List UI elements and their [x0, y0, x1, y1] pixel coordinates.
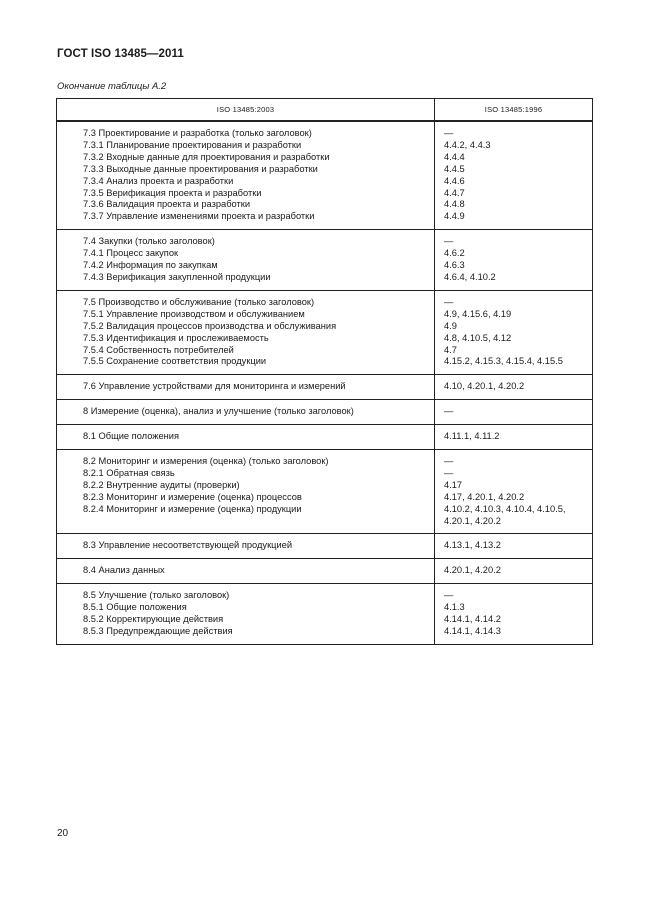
reference-line: 4.4.5 [444, 163, 465, 174]
clause-line: 7.3.2 Входные данные для проектирования и разработки [83, 151, 330, 162]
reference-line: 4.13.1, 4.13.2 [444, 540, 501, 551]
column-header-iso-2003: ISO 13485:2003 [57, 99, 435, 122]
clause-line: 7.6 Управление устройствами для мониторинга и измерений [83, 381, 346, 392]
reference-line: 4.6.2 [444, 248, 465, 259]
table-row [57, 230, 593, 291]
reference-cell [435, 450, 593, 534]
reference-cell [435, 534, 593, 559]
clause-line: 7.3.4 Анализ проекта и разработки [83, 175, 234, 186]
reference-line: — [444, 456, 454, 467]
table-row [57, 559, 593, 584]
clause-line: 7.4.1 Процесс закупок [83, 248, 179, 259]
reference-line: 4.10, 4.20.1, 4.20.2 [444, 381, 525, 392]
clause-line: 7.5 Производство и обслуживание (только заголовок) [83, 296, 315, 307]
reference-line: 4.1.3 [444, 602, 465, 613]
reference-line: 4.20.1, 4.20.2 [444, 515, 501, 526]
clause-line: 8.2.4 Мониторинг и измерение (оценка) продукции [83, 503, 302, 514]
clause-line: 8.5.2 Корректирующие действия [83, 614, 224, 625]
clause-line: 8.2.3 Мониторинг и измерение (оценка) процессов [83, 491, 302, 502]
reference-line: — [444, 296, 454, 307]
correspondence-table [56, 98, 593, 645]
clause-line: 7.3.1 Планирование проектирования и разработки [83, 139, 302, 150]
reference-line: 4.4.7 [444, 187, 465, 198]
clause-line: 8.2.2 Внутренние аудиты (проверки) [83, 479, 240, 490]
reference-line: 4.9 [444, 320, 457, 331]
reference-cell [435, 400, 593, 425]
clause-cell [57, 375, 435, 400]
clause-cell [57, 290, 435, 374]
clause-line: 8.2 Мониторинг и измерения (оценка) (только заголовок) [83, 456, 329, 467]
clause-line: 7.3.7 Управление изменениями проекта и разработки [83, 211, 315, 222]
reference-line: 4.4.9 [444, 211, 465, 222]
reference-cell [435, 584, 593, 645]
reference-line: 4.20.1, 4.20.2 [444, 565, 501, 576]
clause-cell [57, 230, 435, 291]
table-row [57, 450, 593, 534]
page-number: 20 [57, 828, 69, 839]
clause-line: 7.5.5 Сохранение соответствия продукции [83, 356, 267, 367]
clause-line: 8.1 Общие положения [83, 431, 180, 442]
reference-line: 4.4.2, 4.4.3 [444, 139, 491, 150]
column-header-iso-1996: ISO 13485:1996 [435, 99, 593, 122]
clause-line: 8 Измерение (оценка), анализ и улучшение (только заголовок) [83, 406, 354, 417]
clause-line: 7.3.6 Валидация проекта и разработки [83, 199, 251, 210]
reference-cell [435, 425, 593, 450]
reference-line: 4.10.2, 4.10.3, 4.10.4, 4.10.5, [444, 503, 566, 514]
reference-line: — [444, 406, 454, 417]
clause-cell [57, 450, 435, 534]
table-row [57, 375, 593, 400]
table-row [57, 290, 593, 374]
clause-cell [57, 534, 435, 559]
reference-line: 4.9, 4.15.6, 4.19 [444, 308, 512, 319]
reference-line: 4.6.3 [444, 260, 465, 271]
clause-cell [57, 559, 435, 584]
clause-line: 7.4 Закупки (только заголовок) [83, 236, 215, 247]
clause-cell [57, 121, 435, 230]
reference-cell [435, 290, 593, 374]
table-caption: Окончание таблицы А.2 [57, 81, 167, 92]
reference-line: 4.4.8 [444, 199, 465, 210]
clause-line: 8.2.1 Обратная связь [83, 467, 175, 478]
reference-line: — [444, 467, 454, 478]
reference-line: 4.17 [444, 479, 463, 490]
reference-cell [435, 559, 593, 584]
clause-cell [57, 425, 435, 450]
reference-line: 4.7 [444, 344, 457, 355]
reference-cell [435, 375, 593, 400]
table-row [57, 534, 593, 559]
clause-line: 7.3.5 Верификация проекта и разработки [83, 187, 262, 198]
clause-line: 8.3 Управление несоответствующей продукцией [83, 540, 293, 551]
clause-line: 7.5.4 Собственность потребителей [83, 344, 234, 355]
reference-line: 4.17, 4.20.1, 4.20.2 [444, 491, 525, 502]
clause-line: 7.5.3 Идентификация и прослеживаемость [83, 332, 269, 343]
reference-line: 4.8, 4.10.5, 4.12 [444, 332, 512, 343]
table-row [57, 121, 593, 230]
reference-line: 4.14.1, 4.14.3 [444, 626, 501, 636]
clause-line: 8.4 Анализ данных [83, 565, 165, 576]
reference-line: 4.11.1, 4.11.2 [444, 431, 500, 442]
clause-line: 8.5.1 Общие положения [83, 602, 187, 613]
reference-cell [435, 121, 593, 230]
clause-line: 7.5.2 Валидация процессов производства и обслуживания [83, 320, 337, 331]
clause-line: 7.5.1 Управление производством и обслуживанием [83, 308, 305, 319]
reference-line: 4.14.1, 4.14.2 [444, 614, 501, 625]
clause-line: 8.5.3 Предупреждающие действия [83, 626, 233, 636]
table-header-row [57, 99, 593, 122]
clause-line: 7.4.3 Верификация закупленной продукции [83, 271, 271, 282]
clause-line: 7.3 Проектирование и разработка (только заголовок) [83, 128, 312, 138]
clause-cell [57, 584, 435, 645]
reference-line: 4.4.4 [444, 151, 465, 162]
table-row [57, 400, 593, 425]
table-row [57, 584, 593, 645]
clause-line: 7.4.2 Информация по закупкам [83, 260, 218, 271]
table-body [57, 121, 593, 644]
clause-line: 7.3.3 Выходные данные проектирования и разработки [83, 163, 318, 174]
reference-line: — [444, 128, 454, 138]
clause-line: 8.5 Улучшение (только заголовок) [83, 590, 230, 601]
clause-cell [57, 400, 435, 425]
reference-line: 4.6.4, 4.10.2 [444, 271, 496, 282]
reference-line: — [444, 236, 454, 247]
document-code: ГОСТ ISO 13485—2011 [57, 48, 184, 60]
reference-cell [435, 230, 593, 291]
reference-line: 4.4.6 [444, 175, 465, 186]
reference-line: 4.15.2, 4.15.3, 4.15.4, 4.15.5 [444, 356, 563, 367]
table-row [57, 425, 593, 450]
reference-line: — [444, 590, 454, 601]
